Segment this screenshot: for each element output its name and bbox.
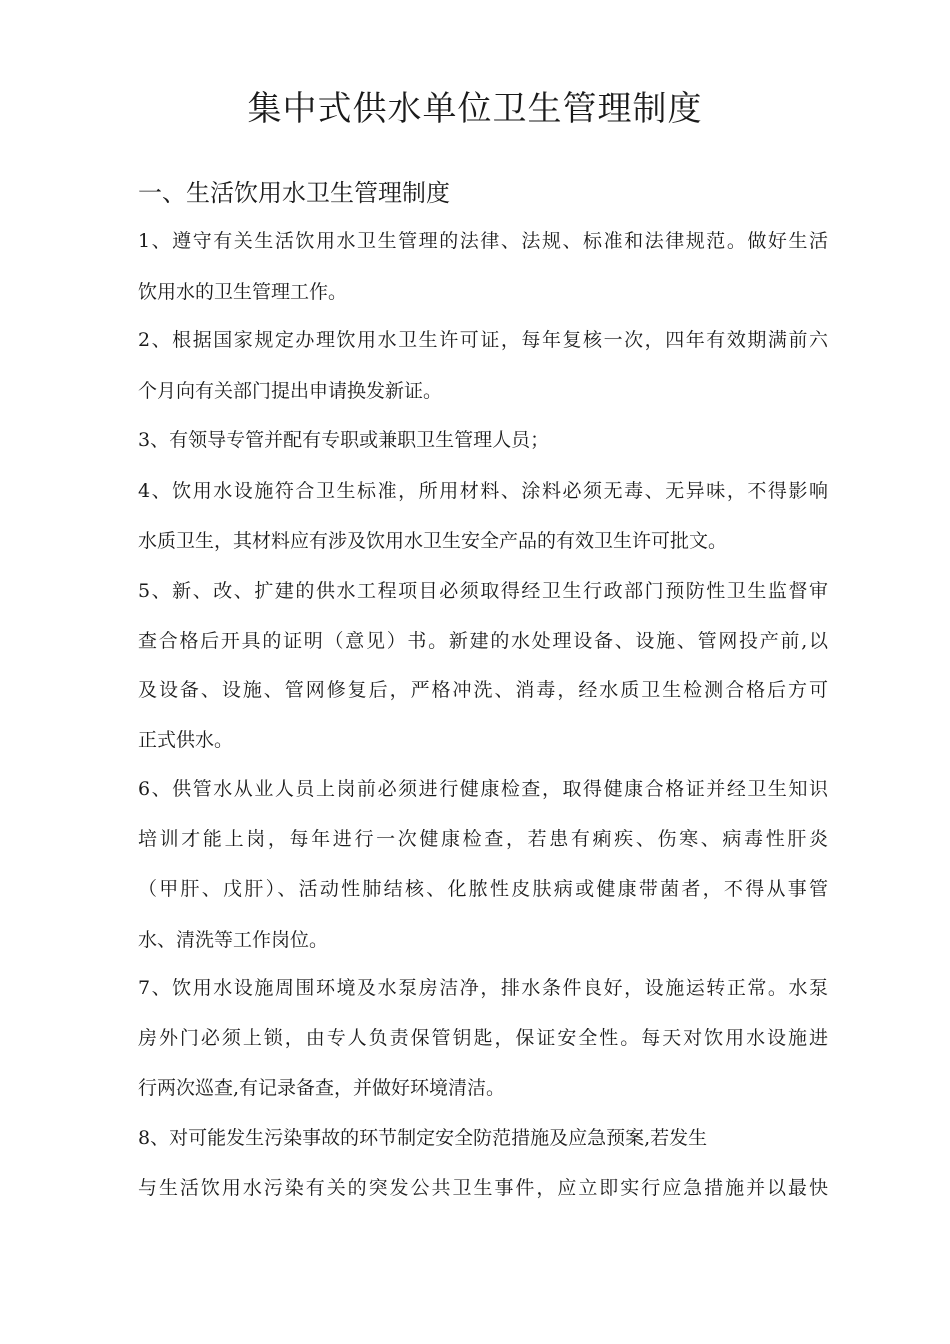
paragraph-line: 与生活饮用水污染有关的突发公共卫生事件，应立即实行应急措施并以最快	[138, 1177, 828, 1199]
paragraph-line: 正式供水。	[138, 729, 234, 751]
paragraph-line: 8、对可能发生污染事故的环节制定安全防范措施及应急预案,若发生	[138, 1127, 708, 1149]
paragraph-line: 房外门必须上锁，由专人负责保管钥匙，保证安全性。每天对饮用水设施进	[138, 1027, 828, 1049]
paragraph-line: 培训才能上岗，每年进行一次健康检查，若患有痢疾、伤寒、病毒性肝炎	[138, 828, 828, 850]
paragraph-line: 6、供管水从业人员上岗前必须进行健康检查，取得健康合格证并经卫生知识	[138, 778, 828, 800]
paragraph-line: 饮用水的卫生管理工作。	[138, 281, 348, 303]
paragraph-line: 查合格后开具的证明（意见）书。新建的水处理设备、设施、管网投产前,以	[138, 630, 828, 652]
paragraph-line: 水质卫生，其材料应有涉及饮用水卫生安全产品的有效卫生许可批文。	[138, 530, 728, 552]
paragraph-line: 4、饮用水设施符合卫生标准，所用材料、涂料必须无毒、无异味，不得影响	[138, 480, 828, 502]
paragraph-line: 1、遵守有关生活饮用水卫生管理的法律、法规、标准和法律规范。做好生活	[138, 230, 828, 252]
paragraph-line: 行两次巡查,有记录备查，并做好环境清洁。	[138, 1077, 506, 1099]
paragraph-line: 个月向有关部门提出申请换发新证。	[138, 380, 443, 402]
paragraph-line: 7、饮用水设施周围环境及水泵房洁净，排水条件良好，设施运转正常。水泵	[138, 977, 828, 999]
paragraph-line: 水、清洗等工作岗位。	[138, 929, 329, 951]
document-title: 集中式供水单位卫生管理制度	[247, 89, 703, 129]
paragraph-line: 2、根据国家规定办理饮用水卫生许可证，每年复核一次，四年有效期满前六	[138, 329, 828, 351]
section-heading: 一、生活饮用水卫生管理制度	[138, 179, 450, 207]
paragraph-line: 3、有领导专管并配有专职或兼职卫生管理人员；	[138, 429, 550, 451]
paragraph-line: 5、新、改、扩建的供水工程项目必须取得经卫生行政部门预防性卫生监督审	[138, 580, 828, 602]
paragraph-line: （甲肝、戊肝）、活动性肺结核、化脓性皮肤病或健康带菌者，不得从事管	[138, 878, 828, 900]
paragraph-line: 及设备、设施、管网修复后，严格冲洗、消毒，经水质卫生检测合格后方可	[138, 679, 828, 701]
